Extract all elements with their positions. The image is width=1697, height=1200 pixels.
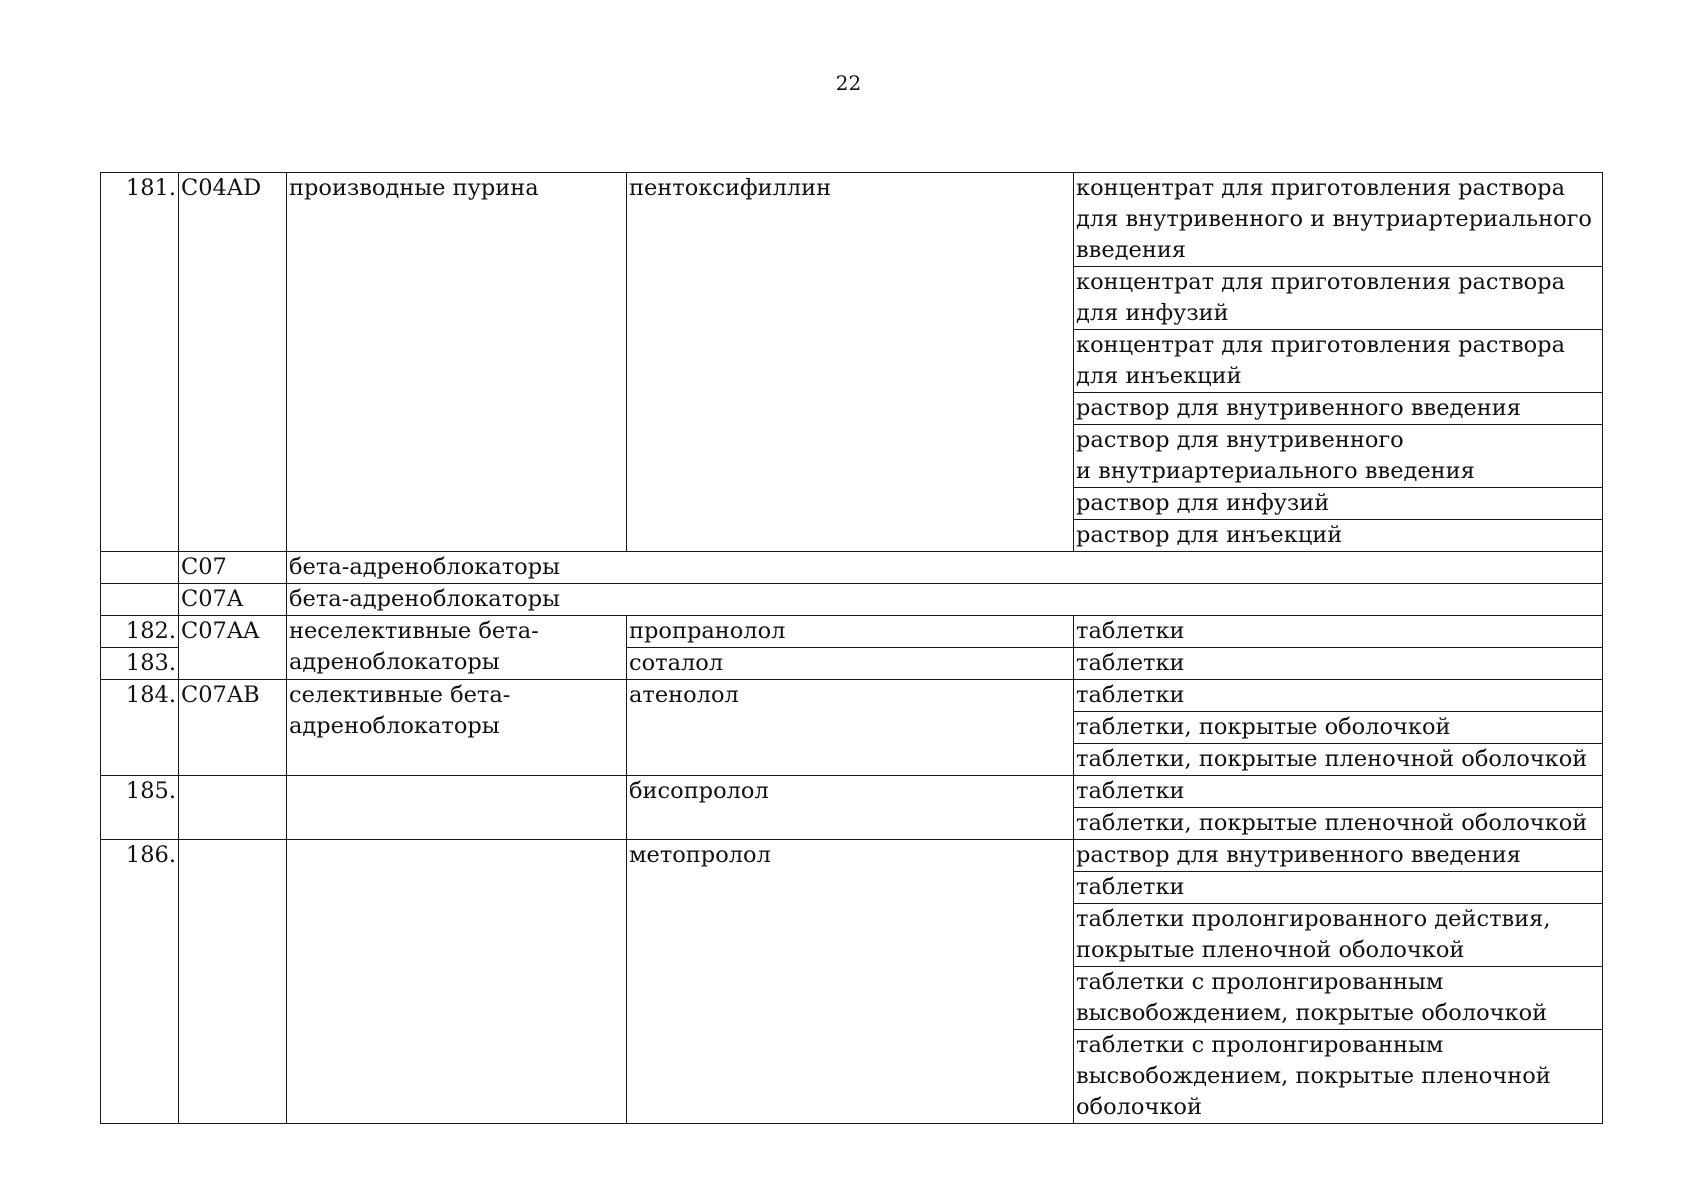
row-number: 181.	[101, 173, 179, 552]
dosage-form: концентрат для приготовления раствора для инъекций	[1074, 330, 1603, 393]
drug-name: атенолол	[627, 680, 1074, 776]
dosage-form: таблетки	[1074, 776, 1603, 808]
table-row-group-header	[101, 584, 1603, 616]
table-row	[101, 776, 1603, 808]
drug-list-table	[100, 172, 1603, 1124]
table-row	[101, 616, 1603, 648]
dosage-form: таблетки	[1074, 648, 1603, 680]
page-number: 22	[835, 71, 862, 95]
table-row	[101, 680, 1603, 712]
atc-code: C04AD	[179, 173, 287, 552]
row-number: 185.	[101, 776, 179, 840]
dosage-form: таблетки с пролонгированным высвобождением, покрытые пленочной оболочкой	[1074, 1030, 1603, 1124]
dosage-form: раствор для инъекций	[1074, 520, 1603, 552]
table-row	[101, 173, 1603, 267]
row-number-empty	[101, 552, 179, 584]
dosage-form: таблетки	[1074, 872, 1603, 904]
drug-name: бисопролол	[627, 776, 1074, 840]
atc-group-name: селективные бета- адреноблокаторы	[287, 680, 627, 776]
atc-code-empty	[179, 776, 287, 840]
dosage-form: раствор для внутривенного и внутриартериального введения	[1074, 425, 1603, 488]
dosage-form: раствор для инфузий	[1074, 488, 1603, 520]
atc-group-name: неселективные бета- адреноблокаторы	[287, 616, 627, 680]
dosage-form: концентрат для приготовления раствора для внутривенного и внутриартериального введения	[1074, 173, 1603, 267]
dosage-form: таблетки	[1074, 680, 1603, 712]
dosage-form: раствор для внутривенного введения	[1074, 393, 1603, 425]
atc-group-name: производные пурина	[287, 173, 627, 552]
dosage-form: таблетки, покрытые оболочкой	[1074, 712, 1603, 744]
row-number: 183.	[101, 648, 179, 680]
dosage-form: таблетки пролонгированного действия, покрытые пленочной оболочкой	[1074, 904, 1603, 967]
dosage-form: таблетки	[1074, 616, 1603, 648]
dosage-form: раствор для внутривенного введения	[1074, 840, 1603, 872]
atc-group-name: бета-адреноблокаторы	[287, 584, 1603, 616]
dosage-form: таблетки с пролонгированным высвобождением, покрытые оболочкой	[1074, 967, 1603, 1030]
drug-name: метопролол	[627, 840, 1074, 1124]
atc-code: C07A	[179, 584, 287, 616]
dosage-form: таблетки, покрытые пленочной оболочкой	[1074, 744, 1603, 776]
row-number: 182.	[101, 616, 179, 648]
atc-group-empty	[287, 776, 627, 840]
table-row	[101, 840, 1603, 872]
table-row-group-header	[101, 552, 1603, 584]
drug-name: соталол	[627, 648, 1074, 680]
drug-name: пентоксифиллин	[627, 173, 1074, 552]
atc-code: C07AA	[179, 616, 287, 680]
dosage-form: таблетки, покрытые пленочной оболочкой	[1074, 808, 1603, 840]
dosage-form: концентрат для приготовления раствора для инфузий	[1074, 267, 1603, 330]
atc-code: C07AB	[179, 680, 287, 776]
atc-group-empty	[287, 840, 627, 1124]
drug-name: пропранолол	[627, 616, 1074, 648]
atc-code: C07	[179, 552, 287, 584]
atc-code-empty	[179, 840, 287, 1124]
row-number: 184.	[101, 680, 179, 776]
row-number: 186.	[101, 840, 179, 1124]
row-number-empty	[101, 584, 179, 616]
atc-group-name: бета-адреноблокаторы	[287, 552, 1603, 584]
